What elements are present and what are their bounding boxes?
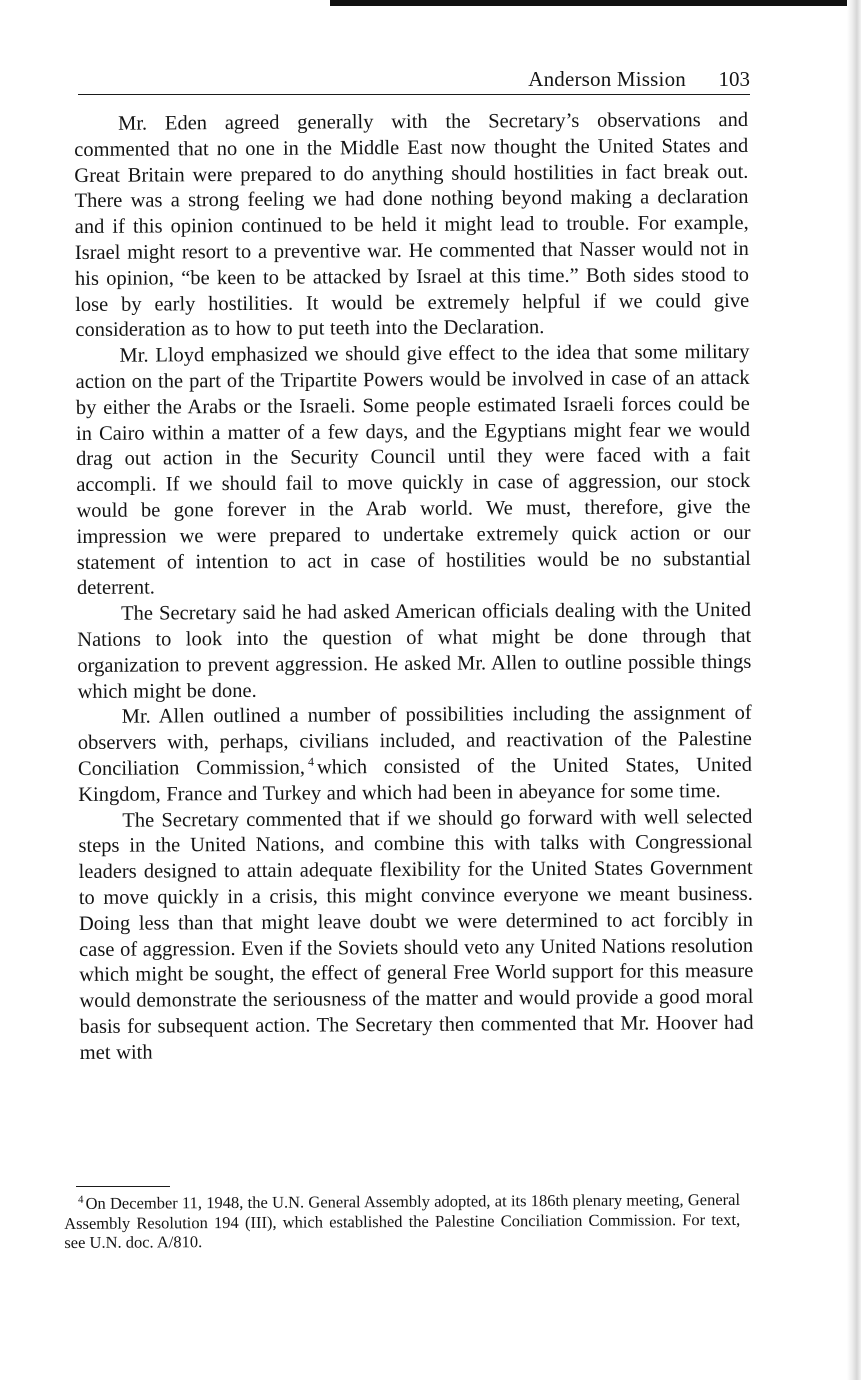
paragraph-eden: Mr. Eden agreed generally with the Secretary’s observations and commented that no one in the Middle East now thought the United States and Great Britain were prepared to do anything should hostilities in fact break out. There was a strong feeling we had done nothing beyond making a declaration and if this opinion continued to be held it might lead to trouble. For example, Israel might resort to a preventive war. He commented that Nasser would not in his opinion, “be keen to be attacked by Israel at this time.” Both sides stood to lose by early hostilities. It would be extremely helpful if we could give consideration as to how to put teeth into the Declaration. [74, 108, 750, 342]
paragraph-secretary-un: The Secretary said he had asked American officials dealing with the United Nations to look into the question of what might be done through that organization to prevent aggression. He asked Mr. Allen to outline possible things which might be done. [77, 599, 752, 703]
footnote-marker: 4 [77, 1193, 84, 1206]
footnote-reference[interactable]: 4 [307, 754, 314, 769]
page-number: 103 [718, 67, 750, 91]
paragraph-lloyd: Mr. Lloyd emphasized we should give effect to the idea that some military action on the part of the Tripartite Powers would be involved in case of an attack by either the Arabs or the Israeli. Some people estimated Israeli forces could be in Cairo within a matter of a few days, and the Egyptians might fear we would drag out action in the Security Council until they were faced with a fait accompli. If we should fail to move quickly in case of aggression, our stock would be gone forever in the Arab world. We must, therefore, give the impression we were prepared to undertake extremely quick action or our statement of intention to act in case of hostilities would be no substantial deterrent. [75, 341, 751, 600]
paragraph-allen [78, 701, 753, 808]
scan-right-edge [847, 0, 861, 1380]
footnote [64, 1190, 740, 1253]
paragraph-allen-text-2: which consisted of the United States, United Kingdom, France and Turkey and which had been in abeyance for some time. [78, 753, 753, 806]
scan-top-edge [330, 0, 861, 6]
footnote-text: On December 11, 1948, the U.N. General Assembly adopted, at its 186th plenary meeting, General Assembly Resolution 194 (III), which established the Palestine Conciliation Commission. For text, see U.N. doc. A/810. [64, 1189, 741, 1252]
footnote-rule [76, 1186, 170, 1187]
paragraph-allen-text-1: Mr. Allen outlined a number of possibilities including the assignment of observers with, perhaps, civilians included, and reactivation of the Palestine Conciliation Commission, [77, 702, 752, 780]
running-head [78, 64, 750, 95]
running-title: Anderson Mission [528, 67, 686, 91]
body-text [74, 108, 754, 1067]
paragraph-secretary-steps: The Secretary commented that if we should go forward with well selected steps in the United Nations, and combine this with talks with Congressional leaders designed to attain adequate flexibility for the United States Government to move quickly in a crisis, this might convince everyone we meant business. Doing less than that might leave doubt we were determined to act forcibly in case of aggression. Even if the Soviets should veto any United Nations resolution which might be sought, the effect of general Free World support for this measure would demonstrate the seriousness of the matter and would provide a good moral basis for subsequent action. The Secretary then commented that Mr. Hoover had met with [78, 805, 754, 1064]
